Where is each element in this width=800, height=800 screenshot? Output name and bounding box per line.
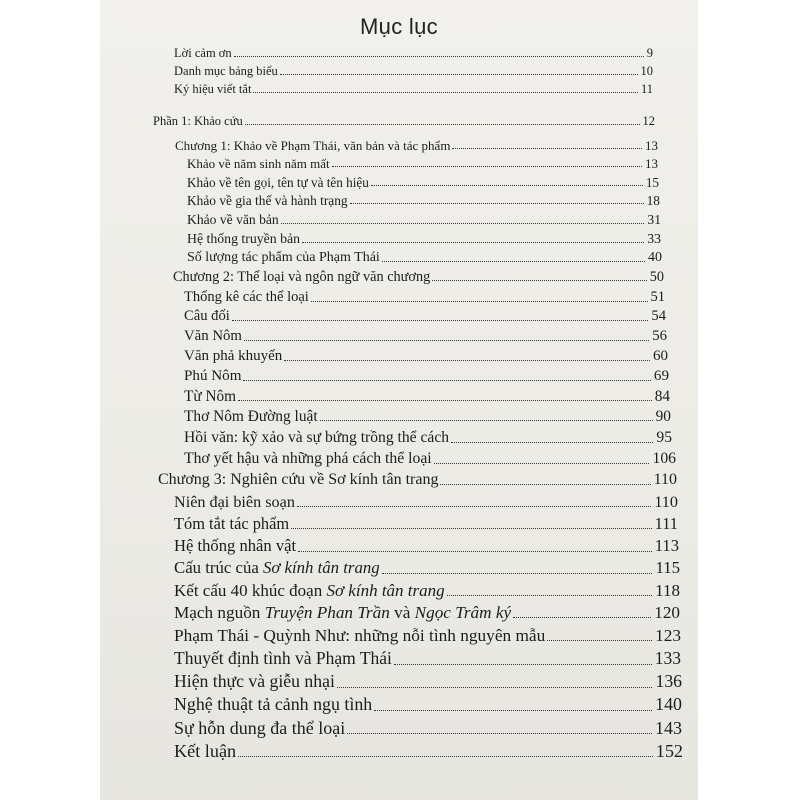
toc-entry-label: Tóm tắt tác phẩm: [174, 514, 290, 533]
toc-entry: [174, 742, 683, 760]
toc-entry-page: 84: [654, 388, 670, 405]
toc-entry: [184, 309, 666, 324]
toc-entry-label: Chương 2: Thể loại và ngôn ngữ văn chương: [173, 269, 431, 285]
toc-entry: [153, 115, 655, 128]
toc-entry-label: Mạch nguồn Truyện Phan Trần và Ngọc Trâm ký: [174, 603, 512, 622]
toc-entry: [187, 176, 659, 189]
toc-entry-page: 60: [653, 348, 668, 364]
toc-entry-page: 118: [655, 581, 680, 600]
toc-entry-label: Lời cảm ơn: [174, 46, 232, 60]
toc-entry-label: Niên đại biên soạn: [174, 493, 295, 511]
dot-leader: [332, 166, 642, 167]
dot-leader: [452, 148, 642, 149]
toc-entry-page: 95: [656, 429, 672, 446]
toc-entry-page: 56: [652, 328, 667, 344]
dot-leader: [350, 203, 644, 204]
toc-entry-label: Hiện thực và giễu nhại: [174, 671, 335, 691]
toc-entry-page: 54: [651, 308, 666, 324]
toc-entry: [184, 329, 667, 344]
toc-entry-page: 133: [654, 648, 681, 668]
toc-entry-page: 123: [655, 626, 681, 645]
dot-leader: [244, 340, 649, 341]
dot-leader: [394, 664, 652, 665]
toc-entry-label: Phần 1: Khảo cứu: [153, 114, 243, 128]
toc-entry-page: 9: [646, 46, 653, 60]
toc-entry: [187, 251, 662, 265]
toc-entry-page: 10: [640, 64, 653, 78]
toc-entry-page: 40: [648, 250, 662, 265]
toc-entry-label: Thuyết định tình và Phạm Thái: [174, 648, 392, 668]
toc-entry: [187, 232, 661, 246]
toc-entry: [184, 290, 665, 305]
toc-entry-page: 31: [647, 212, 661, 227]
dot-leader: [320, 420, 653, 421]
toc-entry-label: Cấu trúc của Sơ kính tân trang: [174, 558, 380, 577]
toc-entry: [174, 65, 653, 78]
toc-entry-label: Hệ thống truyền bản: [187, 231, 301, 246]
dot-leader: [440, 484, 650, 485]
toc-entry: [184, 369, 669, 384]
dot-leader: [232, 320, 649, 321]
dot-leader: [291, 528, 651, 529]
toc-entry: [174, 538, 679, 555]
toc-entry: [184, 349, 668, 364]
dot-leader: [447, 595, 652, 596]
dot-leader: [297, 506, 651, 507]
dot-leader: [337, 687, 653, 688]
toc-entry: [174, 627, 681, 644]
toc-entry-label: Thống kê các thể loại: [184, 289, 309, 305]
toc-entry-label: Phạm Thái - Quỳnh Như: những nỗi tình nguyên mẫu: [174, 626, 546, 645]
dot-leader: [243, 380, 650, 381]
table-of-contents: [100, 0, 698, 800]
toc-entry-label: Kết cấu 40 khúc đoạn Sơ kính tân trang: [174, 581, 445, 600]
toc-entry: [173, 270, 664, 284]
dot-leader: [238, 756, 653, 757]
dot-leader: [347, 733, 652, 734]
toc-entry-page: 51: [650, 289, 665, 305]
toc-entry-page: 50: [649, 269, 664, 285]
toc-entry-label: Kết luận: [174, 741, 237, 761]
toc-entry-label: Thơ Nôm Đường luật: [184, 408, 318, 425]
toc-entry-label: Hồi văn: kỹ xảo và sự bứng trồng thể cách: [184, 429, 450, 446]
dot-leader: [382, 573, 653, 574]
toc-entry-page: 115: [655, 558, 680, 577]
toc-entry-page: 111: [654, 514, 678, 533]
toc-entry: [174, 47, 653, 60]
toc-entry: [187, 213, 661, 227]
dot-leader: [547, 640, 652, 641]
page-title: Mục lục: [360, 14, 438, 39]
toc-entry-page: 136: [655, 671, 682, 691]
toc-entry: [174, 719, 682, 737]
toc-entry: [174, 560, 680, 577]
dot-leader: [284, 360, 650, 361]
toc-entry-label: Câu đối: [184, 308, 230, 324]
dot-leader: [280, 74, 638, 75]
toc-entry: [174, 696, 682, 714]
toc-entry-page: 120: [654, 603, 680, 622]
dot-leader: [302, 242, 644, 243]
toc-entry-page: 12: [642, 114, 655, 128]
toc-entry-page: 13: [645, 156, 658, 171]
toc-entry-page: 11: [640, 82, 653, 96]
toc-entry-page: 143: [655, 718, 682, 738]
dot-leader: [245, 124, 640, 125]
dot-leader: [432, 280, 646, 281]
toc-entry: [187, 194, 660, 207]
toc-entry-label: Văn Nôm: [184, 328, 242, 344]
dot-leader: [281, 223, 645, 224]
toc-entry-page: 140: [655, 694, 682, 714]
toc-entry-label: Khảo về tên gọi, tên tự và tên hiệu: [187, 175, 369, 190]
toc-entry: [174, 650, 681, 668]
toc-entry-page: 152: [655, 741, 683, 761]
toc-entry-label: Khảo về gia thế và hành trạng: [187, 193, 348, 208]
toc-entry: [174, 494, 678, 510]
toc-entry-label: Khảo về văn bản: [187, 212, 279, 227]
toc-entry-label: Nghệ thuật tả cảnh ngụ tình: [174, 694, 373, 714]
dot-leader: [371, 185, 643, 186]
dot-leader: [513, 617, 651, 618]
toc-entry: [174, 83, 653, 96]
toc-entry-page: 90: [655, 408, 671, 425]
toc-entry: [184, 389, 670, 404]
toc-entry-page: 18: [646, 193, 660, 208]
toc-entry-page: 13: [645, 138, 658, 153]
book-page: [100, 0, 698, 800]
toc-entry: [174, 582, 680, 599]
dot-leader: [298, 551, 652, 552]
toc-entry-label: Từ Nôm: [184, 388, 237, 405]
toc-entry-label: Khảo về năm sinh năm mất: [187, 156, 330, 171]
toc-entry: [184, 430, 672, 446]
dot-leader: [434, 463, 650, 464]
toc-entry-page: 15: [645, 175, 659, 190]
dot-leader: [382, 261, 645, 262]
toc-entry: [175, 139, 658, 152]
toc-entry-label: Phú Nôm: [184, 368, 242, 384]
toc-entry-label: Chương 1: Khảo về Phạm Thái, văn bản và tác phẩm: [175, 138, 451, 153]
toc-entry-page: 106: [652, 450, 676, 467]
toc-entry: [184, 409, 671, 424]
dot-leader: [374, 710, 652, 711]
toc-entry: [174, 673, 682, 691]
dot-leader: [253, 92, 638, 93]
toc-entry-page: 33: [647, 231, 661, 246]
toc-entry-label: Văn phả khuyến: [184, 348, 283, 364]
toc-entry: [174, 604, 680, 621]
toc-entry-page: 69: [653, 368, 669, 384]
toc-entry: [184, 451, 676, 467]
toc-entry-label: Số lượng tác phẩm của Phạm Thái: [187, 250, 380, 265]
toc-entry: [187, 157, 658, 170]
dot-leader: [234, 56, 644, 57]
toc-entry-page: 113: [654, 536, 679, 555]
dot-leader: [451, 442, 653, 443]
toc-entry-label: Danh mục bảng biểu: [174, 64, 278, 78]
toc-entry-label: Thơ yết hậu và những phá cách thể loại: [184, 450, 432, 467]
toc-entry-label: Ký hiệu viết tắt: [174, 82, 252, 96]
toc-entry: [158, 472, 677, 488]
toc-entry-label: Sự hỗn dung đa thể loại: [174, 718, 346, 738]
toc-entry: [174, 516, 678, 532]
toc-entry-page: 110: [654, 493, 678, 511]
dot-leader: [238, 400, 652, 401]
toc-entry-label: Hệ thống nhân vật: [174, 536, 297, 555]
dot-leader: [311, 301, 648, 302]
toc-entry-label: Chương 3: Nghiên cứu về Sơ kính tân trang: [158, 471, 439, 488]
toc-entry-page: 110: [653, 471, 677, 488]
